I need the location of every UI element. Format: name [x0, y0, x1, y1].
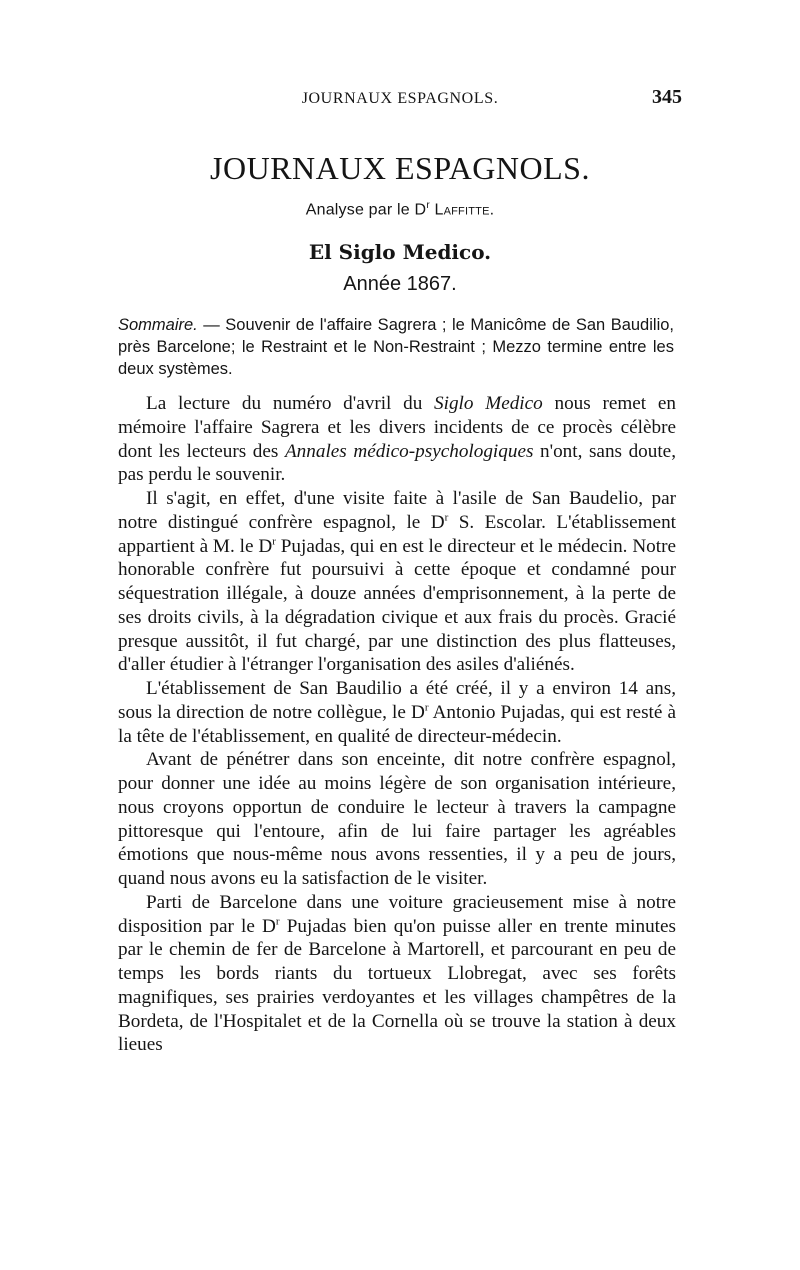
paragraph-1 — [118, 392, 676, 487]
p2-text-b: S. Escolar. L'établissement appartient à M. le D — [118, 511, 676, 557]
paragraph-4: Avant de pénétrer dans son enceinte, dit notre confrère espagnol, pour donner une idée au moins légère de son organisation intérieure, nous croyons opportun de conduire le lecteur à travers la campagne pittoresque qui l'entoure, afin de lui faire partager les agréables émotions que nous-même nous avons ressenties, il y a peu de jours, quand nous avons eu la satisfaction de le visiter. — [118, 749, 676, 889]
p2-sup-1: r — [444, 511, 449, 524]
journal-year: Année 1867. — [343, 273, 457, 295]
article-body — [118, 392, 676, 1057]
p5-sup: r — [275, 915, 280, 928]
paragraph-5 — [118, 891, 676, 1057]
p1-text-c: nous remet en mémoire l'affaire Sagrera et les divers incidents de ce procès célèbre dont les lecteurs des — [118, 393, 676, 462]
running-head-title: JOURNAUX ESPAGNOLS. — [301, 90, 499, 107]
p1-text-e: n'ont, sans doute, pas perdu le souvenir. — [118, 440, 676, 486]
p3-text-a: L'établissement de San Baudilio a été créé, il y a environ 14 ans, sous la direction de notre collègue, le D — [118, 678, 676, 723]
p1-text-a: La lecture du numéro d'avril du — [146, 393, 435, 414]
p3-text-b: Antonio Pujadas, qui est resté à la tête de l'établissement, en qualité de directeur-médecin. — [118, 701, 676, 747]
p2-text-a: Il s'agit, en effet, d'une visite faite à l'asile de San Baudelio, par notre distingué confrère espagnol, le D — [118, 488, 676, 533]
page-number: 345 — [652, 86, 682, 108]
paragraph-3 — [118, 677, 676, 748]
p1-journal-name: Siglo Medico — [434, 393, 543, 414]
byline-prefix: Analyse par le D — [305, 201, 427, 219]
p2-text-c: Pujadas, qui en est le directeur et le médecin. Notre honorable confrère fut poursuivi à cette époque et condamné pour séquestration illégale, à douze années d'emprisonnement, à la perte de ses droits civils, à la dégradation civique et aux frais du procès. Gracié presque aussitôt, il fut chargé, par une distinction des plus flatteuses, d'aller étudier à l'étranger l'organisation des asiles d'aliénés. — [118, 535, 677, 676]
summary — [118, 314, 674, 380]
summary-text: — Souvenir de l'affaire Sagrera ; le Manicôme de San Baudilio, près Barcelone; le Restraint et le Non-Restraint ; Mezzo termine entre les deux systèmes. — [118, 316, 674, 378]
byline-author: Laffitte. — [434, 201, 495, 219]
running-head — [120, 86, 680, 116]
p5-text-a: Parti de Barcelone dans une voiture gracieusement mise à notre disposition par le D — [118, 891, 676, 937]
paragraph-2 — [118, 487, 676, 677]
p3-sup: r — [424, 701, 429, 714]
p1-annales-name: Annales médico-psychologiques — [284, 440, 534, 462]
summary-label: Sommaire. — [118, 316, 198, 334]
journal-title: El Siglo Medico. — [308, 240, 492, 264]
p5-text-b: Pujadas bien qu'on puisse aller en trente minutes par le chemin de fer de Barcelone à Martorell, et parcourant en peu de temps les bords riants du tortueux Llobregat, avec ses forêts magnifiques, ses prairies verdoyantes et les villages champêtres de la Bordeta, de l'Hospitalet et de la Cornella où se trouve la station à deux lieues — [118, 915, 676, 1056]
p2-sup-2: r — [272, 535, 276, 548]
byline-sup: r — [426, 200, 430, 211]
byline — [0, 200, 800, 219]
section-title: JOURNAUX ESPAGNOLS. — [210, 150, 590, 186]
